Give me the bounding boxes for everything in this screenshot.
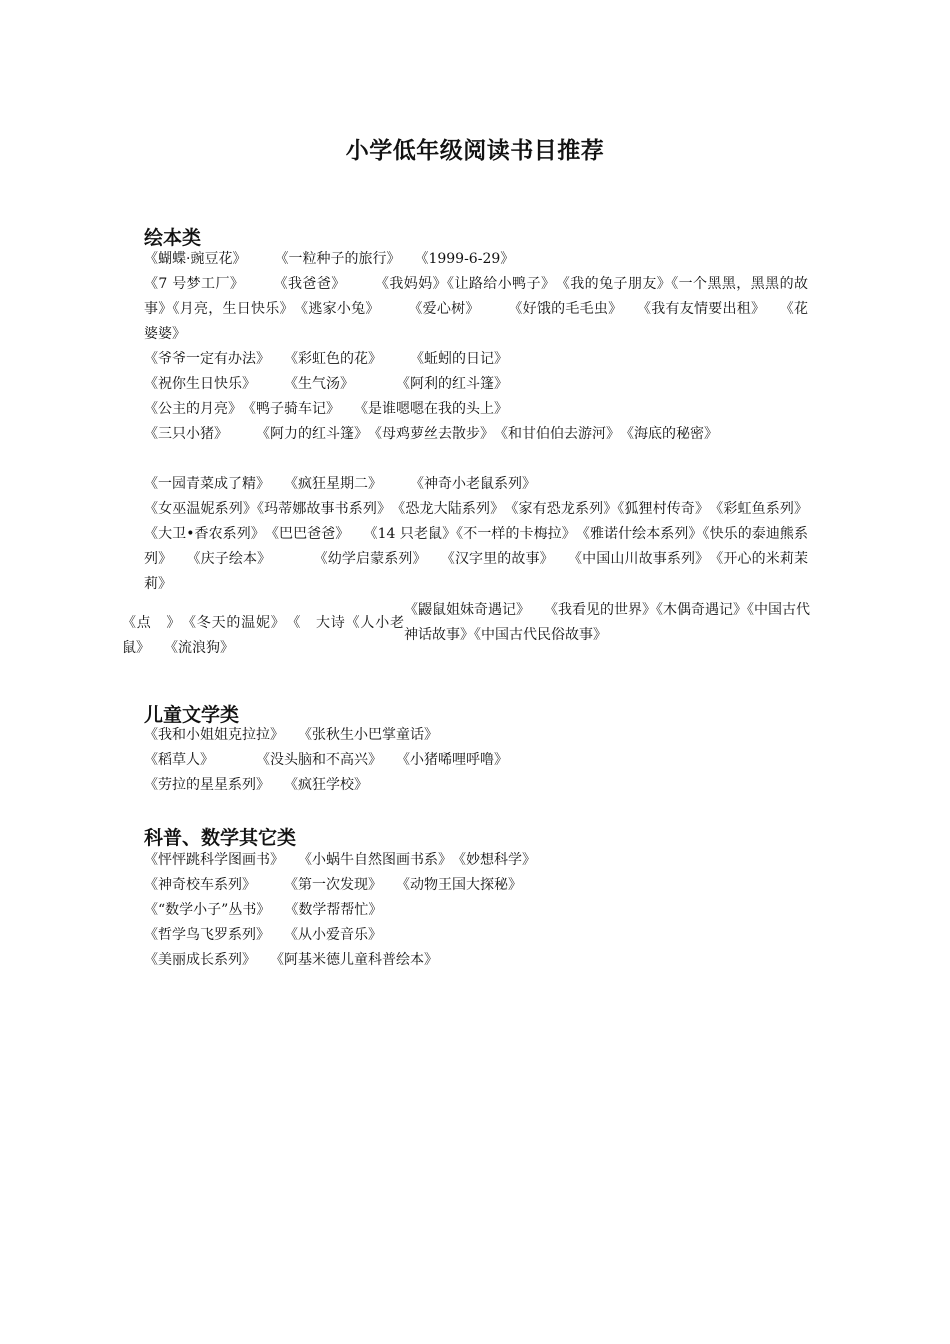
book-list-paragraph: 《7 号梦工厂》 《我爸爸》 《我妈妈》《让路给小鸭子》 《我的兔子朋友》《一个黑黑，黑黑的故事》《月亮，生日快乐》 《逃家小兔》 《爱心树》 《好饿的毛毛虫》 《我有友情要出租》 《花婆婆》 xyxy=(144,276,808,342)
book-list-line: 《“数学小子”丛书》 《数学帮帮忙》 xyxy=(144,902,383,918)
book-list-line: 《怦怦跳科学图画书》 《小蜗牛自然图画书系》 《妙想科学》 xyxy=(144,852,536,868)
book-list-line: 《一园青菜成了精》 《疯狂星期二》 《神奇小老鼠系列》 xyxy=(144,476,536,492)
book-list-paragraph: 《女巫温妮系列》《玛蒂娜故事书系列》 《恐龙大陆系列》 《家有恐龙系列》《狐狸村传奇》 《彩虹鱼系列》《大卫•香农系列》 《巴巴爸爸》 《14 只老鼠》《不一样的卡梅拉》 《雅诺什绘本系列》《快乐的泰迪熊系列》 《庆子绘本》 《幼学启蒙系列》 《汉字里的故事》 《中国山川故事系列》 《开心的米莉茉莉》 xyxy=(144,501,808,592)
book-list-line: 《美丽成长系列》 《阿基米德儿童科普绘本》 xyxy=(144,952,438,968)
book-list-column-left: 《点 》 《冬天的温妮》 《 大诗《人小老鼠》 《流浪狗》 xyxy=(122,615,404,656)
section-heading-picture-books: 绘本类 xyxy=(144,227,202,249)
book-list-line: 《我和小姐姐克拉拉》 《张秋生小巴掌童话》 xyxy=(144,727,438,743)
book-list-paragraph: 《三只小猪》 《阿力的红斗篷》 《母鸡萝丝去散步》 《和甘伯伯去游河》 《海底的秘密》 xyxy=(144,426,718,442)
section-heading-science-math: 科普、数学其它类 xyxy=(144,827,297,849)
book-list-line: 《蝴蝶·豌豆花》 《一粒种子的旅行》 《1999-6-29》 xyxy=(144,251,515,267)
book-list-line: 《劳拉的星星系列》 《疯狂学校》 xyxy=(144,777,368,793)
book-list-line: 《公主的月亮》 《鸭子骑车记》 《是谁嗯嗯在我的头上》 xyxy=(144,401,508,417)
book-list-column-right: 《鼹鼠姐妹奇遇记》 《我看见的世界》《木偶奇遇记》《中国古代神话故事》《中国古代民俗故事》 xyxy=(404,602,810,643)
page-title: 小学低年级阅读书目推荐 xyxy=(345,138,605,164)
book-list-line: 《稻草人》 《没头脑和不高兴》 《小猪唏哩呼噜》 xyxy=(144,752,508,768)
book-list-line: 《哲学鸟飞罗系列》 《从小爱音乐》 xyxy=(144,927,382,943)
book-list-line: 《祝你生日快乐》 《生气汤》 《阿利的红斗篷》 xyxy=(144,376,508,392)
section-heading-children-literature: 儿童文学类 xyxy=(144,704,240,726)
book-list-line: 《爷爷一定有办法》 《彩虹色的花》 《蚯蚓的日记》 xyxy=(144,351,508,367)
book-list-line: 《神奇校车系列》 《第一次发现》 《动物王国大探秘》 xyxy=(144,877,522,893)
